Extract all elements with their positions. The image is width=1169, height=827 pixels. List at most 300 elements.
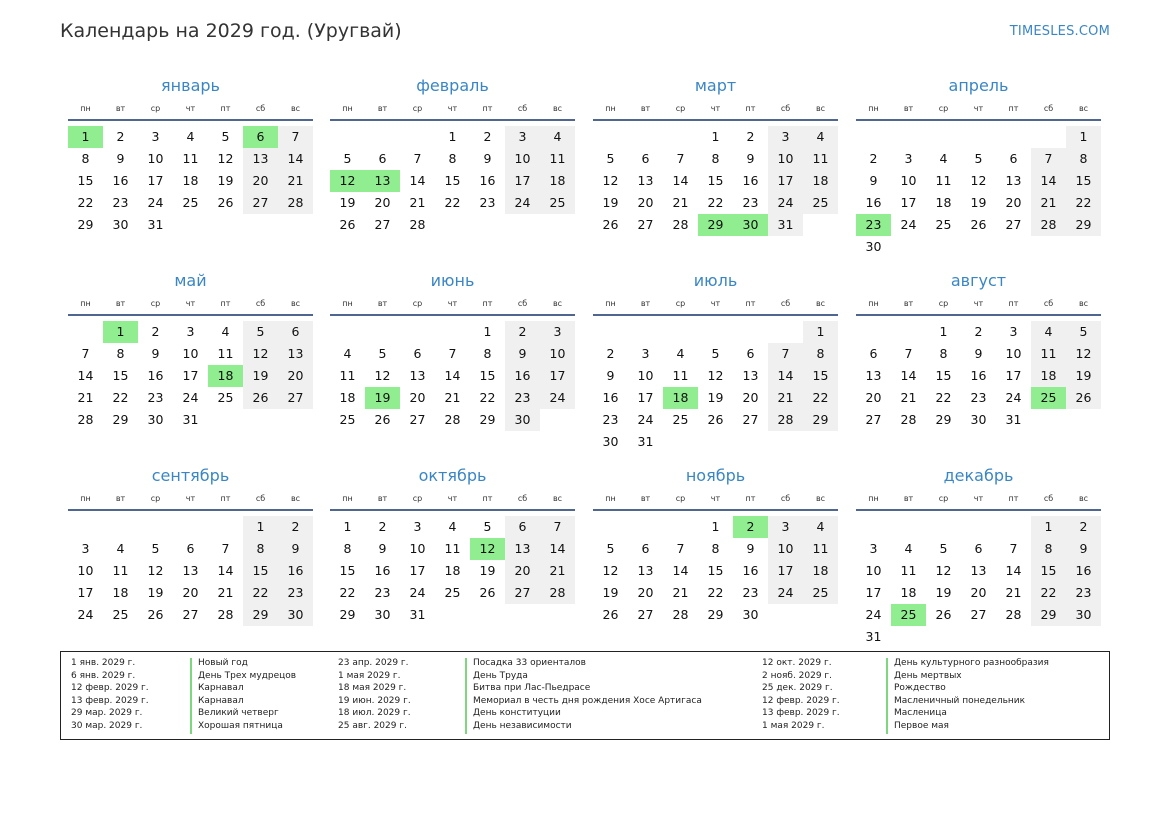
day-cell: 23 (742, 195, 759, 210)
day-cell: 14 (768, 365, 803, 387)
day-cell: 5 (151, 541, 160, 556)
day-cell: 18 (935, 195, 952, 210)
day-cell: 31 (409, 607, 426, 622)
day-cell: 6 (413, 346, 422, 361)
day-cell: 31 (182, 412, 199, 427)
day-cell: 26 (339, 217, 356, 232)
day-cell: 16 (147, 368, 164, 383)
weekday-label: сб (517, 494, 528, 503)
holiday-name: Битва при Лас-Пьедрасе (473, 683, 591, 694)
day-cell: 25 (803, 192, 838, 214)
day-cell: 26 (707, 412, 724, 427)
day-cell: 29 (243, 604, 278, 626)
day-cell: 30 (505, 409, 540, 431)
day-cell: 28 (1031, 214, 1066, 236)
weekday-label: чт (710, 494, 721, 503)
day-cell: 17 (637, 390, 654, 405)
holiday-date: 19 июн. 2029 г. (338, 695, 411, 706)
month-divider (68, 119, 313, 121)
weekday-label: вс (552, 494, 563, 503)
day-cell: 26 (970, 217, 987, 232)
day-cell: 17 (182, 368, 199, 383)
day-cell: 27 (970, 607, 987, 622)
day-cell: 6 (505, 516, 540, 538)
day-cell: 3 (1009, 324, 1018, 339)
weekday-label: вс (290, 299, 301, 308)
weekday-label: вс (815, 299, 826, 308)
weekday-label: пт (1008, 299, 1019, 308)
day-cell: 11 (803, 148, 838, 170)
weekday-label: ср (938, 299, 949, 308)
weekday-label: чт (185, 104, 196, 113)
weekday-label: ср (938, 494, 949, 503)
day-cell: 14 (1005, 563, 1022, 578)
day-cell: 17 (865, 585, 882, 600)
day-cell: 17 (768, 560, 803, 582)
holiday-date: 1 янв. 2029 г. (71, 658, 136, 668)
holiday-name: Рождество (894, 683, 946, 694)
holiday-date: 12 окт. 2029 г. (762, 658, 832, 668)
day-cell: 27 (1005, 217, 1022, 232)
holiday-names-col-2 (473, 657, 702, 733)
day-cell: 31 (865, 629, 882, 644)
day-cell: 24 (1005, 390, 1022, 405)
day-cell: 2 (1066, 516, 1101, 538)
day-cell: 28 (217, 607, 234, 622)
day-cell: 16 (278, 560, 313, 582)
day-cell: 10 (768, 538, 803, 560)
day-cell: 14 (217, 563, 234, 578)
day-cell: 23 (505, 387, 540, 409)
day-cell: 16 (479, 173, 496, 188)
day-cell: 7 (221, 541, 230, 556)
day-cell: 19 (339, 195, 356, 210)
weekday-label: пт (220, 494, 231, 503)
day-cell: 2 (606, 346, 615, 361)
day-cell: 14 (900, 368, 917, 383)
weekday-label: чт (710, 299, 721, 308)
day-cell: 4 (676, 346, 685, 361)
day-cell: 7 (1009, 541, 1018, 556)
holiday-name: Великий четверг (198, 708, 279, 719)
day-cell: 29 (803, 409, 838, 431)
weekday-label: пн (80, 104, 91, 113)
month-title: март (694, 76, 737, 95)
holiday-name: Масленичный понедельник (894, 695, 1026, 706)
day-cell: 21 (1031, 192, 1066, 214)
day-cell: 11 (217, 346, 234, 361)
day-cell: 3 (768, 126, 803, 148)
day-cell: 1 (483, 324, 492, 339)
weekday-label: чт (447, 104, 458, 113)
day-cell: 8 (711, 151, 720, 166)
day-cell: 9 (746, 541, 755, 556)
day-cell: 15 (77, 173, 94, 188)
day-cell: 7 (676, 541, 685, 556)
day-cell: 20 (742, 390, 759, 405)
holiday-date: 2 нояб. 2029 г. (762, 670, 833, 681)
day-cell: 24 (77, 607, 94, 622)
weekday-label: пн (605, 299, 616, 308)
month-title: сентябрь (151, 466, 230, 485)
holiday-date: 1 мая 2029 г. (338, 670, 401, 681)
day-cell: 8 (939, 346, 948, 361)
day-cell: 14 (444, 368, 461, 383)
day-cell: 22 (1031, 582, 1066, 604)
weekday-label: пн (868, 104, 879, 113)
day-cell: 2 (151, 324, 160, 339)
green-divider (465, 658, 467, 734)
weekday-label: чт (973, 104, 984, 113)
day-cell: 19 (243, 365, 278, 387)
day-cell: 11 (672, 368, 689, 383)
weekday-label: чт (447, 494, 458, 503)
month-divider (593, 119, 838, 121)
holiday-day: 2 (733, 516, 768, 538)
day-cell: 30 (147, 412, 164, 427)
day-cell: 10 (77, 563, 94, 578)
day-cell: 19 (602, 195, 619, 210)
day-cell: 20 (970, 585, 987, 600)
day-cell: 11 (900, 563, 917, 578)
weekday-label: пн (868, 299, 879, 308)
day-cell: 2 (378, 519, 387, 534)
day-cell: 28 (672, 607, 689, 622)
day-cell: 30 (970, 412, 987, 427)
day-cell: 11 (803, 538, 838, 560)
day-cell: 27 (409, 412, 426, 427)
day-cell: 1 (939, 324, 948, 339)
month-title: август (950, 271, 1007, 290)
weekday-label: пн (342, 299, 353, 308)
day-cell: 13 (1005, 173, 1022, 188)
day-cell: 12 (707, 368, 724, 383)
day-cell: 21 (900, 390, 917, 405)
day-cell: 8 (343, 541, 352, 556)
day-cell: 9 (278, 538, 313, 560)
day-cell: 17 (505, 170, 540, 192)
day-cell: 5 (1066, 321, 1101, 343)
month-title: октябрь (418, 466, 487, 485)
day-cell: 28 (672, 217, 689, 232)
day-cell: 20 (637, 195, 654, 210)
day-cell: 18 (900, 585, 917, 600)
day-cell: 16 (742, 563, 759, 578)
holiday-date: 18 июл. 2029 г. (338, 708, 411, 719)
day-cell: 6 (869, 346, 878, 361)
day-cell: 14 (278, 148, 313, 170)
day-cell: 15 (1031, 560, 1066, 582)
day-cell: 24 (540, 387, 575, 409)
day-cell: 26 (147, 607, 164, 622)
weekday-label: ср (412, 299, 423, 308)
day-cell: 18 (182, 173, 199, 188)
day-cell: 26 (374, 412, 391, 427)
weekday-label: вс (1078, 494, 1089, 503)
day-cell: 24 (637, 412, 654, 427)
day-cell: 6 (974, 541, 983, 556)
day-cell: 9 (378, 541, 387, 556)
holiday-date: 23 апр. 2029 г. (338, 658, 409, 668)
weekday-label: сб (1043, 494, 1054, 503)
weekday-label: пн (868, 494, 879, 503)
day-cell: 12 (602, 173, 619, 188)
day-cell: 24 (768, 192, 803, 214)
holiday-date: 25 авг. 2029 г. (338, 720, 407, 731)
weekday-label: сб (255, 104, 266, 113)
day-cell: 27 (505, 582, 540, 604)
day-cell: 9 (606, 368, 615, 383)
day-cell: 19 (217, 173, 234, 188)
day-cell: 4 (540, 126, 575, 148)
weekday-label: чт (710, 104, 721, 113)
holiday-name: День конституции (473, 708, 561, 719)
holiday-name: Первое мая (894, 720, 949, 731)
day-cell: 27 (637, 217, 654, 232)
day-cell: 19 (147, 585, 164, 600)
day-cell: 21 (768, 387, 803, 409)
holiday-day: 18 (663, 387, 698, 409)
day-cell: 5 (243, 321, 278, 343)
holiday-day: 29 (698, 214, 733, 236)
day-cell: 19 (479, 563, 496, 578)
weekday-label: вт (640, 299, 651, 308)
weekday-label: вт (640, 104, 651, 113)
holiday-names-col-3 (894, 657, 1049, 733)
day-cell: 9 (505, 343, 540, 365)
day-cell: 20 (278, 365, 313, 387)
day-cell: 7 (448, 346, 457, 361)
day-cell: 9 (746, 151, 755, 166)
day-cell: 15 (243, 560, 278, 582)
holiday-name: Мемориал в честь дня рождения Хосе Артигаса (473, 695, 702, 706)
weekday-label: сб (1043, 299, 1054, 308)
weekday-label: пн (605, 494, 616, 503)
weekday-label: сб (517, 299, 528, 308)
month-divider (68, 314, 313, 316)
day-cell: 3 (904, 151, 913, 166)
day-cell: 23 (970, 390, 987, 405)
day-cell: 15 (707, 173, 724, 188)
day-cell: 15 (803, 365, 838, 387)
green-divider (886, 658, 888, 734)
day-cell: 5 (974, 151, 983, 166)
day-cell: 5 (343, 151, 352, 166)
weekday-label: вс (815, 104, 826, 113)
weekday-label: вт (903, 494, 914, 503)
day-cell: 7 (676, 151, 685, 166)
holiday-date: 13 февр. 2029 г. (71, 695, 149, 706)
weekday-label: пт (745, 299, 756, 308)
day-cell: 31 (637, 434, 654, 449)
holiday-dates-col-2 (338, 657, 411, 733)
day-cell: 21 (444, 390, 461, 405)
day-cell: 12 (147, 563, 164, 578)
day-cell: 11 (444, 541, 461, 556)
month-divider (68, 509, 313, 511)
day-cell: 23 (278, 582, 313, 604)
day-cell: 22 (77, 195, 94, 210)
weekday-label: пн (80, 299, 91, 308)
day-cell: 2 (278, 516, 313, 538)
day-cell: 16 (742, 173, 759, 188)
holiday-date: 13 февр. 2029 г. (762, 708, 840, 719)
day-cell: 12 (1066, 343, 1101, 365)
day-cell: 26 (1066, 387, 1101, 409)
day-cell: 21 (77, 390, 94, 405)
day-cell: 18 (803, 170, 838, 192)
day-cell: 25 (935, 217, 952, 232)
holiday-day: 30 (733, 214, 768, 236)
day-cell: 13 (970, 563, 987, 578)
day-cell: 16 (970, 368, 987, 383)
day-cell: 10 (147, 151, 164, 166)
day-cell: 11 (182, 151, 199, 166)
day-cell: 5 (483, 519, 492, 534)
day-cell: 7 (768, 343, 803, 365)
day-cell: 29 (1066, 214, 1101, 236)
weekday-label: вт (115, 299, 126, 308)
day-cell: 27 (243, 192, 278, 214)
day-cell: 21 (278, 170, 313, 192)
day-cell: 14 (77, 368, 94, 383)
holiday-day: 12 (470, 538, 505, 560)
day-cell: 2 (505, 321, 540, 343)
weekday-label: вт (377, 104, 388, 113)
day-cell: 10 (865, 563, 882, 578)
day-cell: 30 (374, 607, 391, 622)
day-cell: 20 (865, 390, 882, 405)
day-cell: 20 (374, 195, 391, 210)
weekday-label: ср (675, 299, 686, 308)
day-cell: 7 (1031, 148, 1066, 170)
day-cell: 23 (374, 585, 391, 600)
day-cell: 3 (540, 321, 575, 343)
month-divider (856, 119, 1101, 121)
day-cell: 28 (540, 582, 575, 604)
day-cell: 22 (707, 195, 724, 210)
day-cell: 15 (1066, 170, 1101, 192)
day-cell: 4 (803, 126, 838, 148)
weekday-label: сб (255, 494, 266, 503)
day-cell: 24 (409, 585, 426, 600)
holiday-name: Карнавал (198, 683, 244, 694)
holiday-name: День Трех мудрецов (198, 670, 297, 681)
day-cell: 4 (448, 519, 457, 534)
holiday-name: День независимости (473, 720, 572, 731)
month-title: июнь (430, 271, 475, 290)
weekday-label: вс (290, 494, 301, 503)
month-title: февраль (416, 76, 489, 95)
day-cell: 27 (637, 607, 654, 622)
day-cell: 27 (742, 412, 759, 427)
day-cell: 10 (540, 343, 575, 365)
day-cell: 30 (602, 434, 619, 449)
day-cell: 13 (637, 563, 654, 578)
holiday-day: 1 (103, 321, 138, 343)
weekday-label: ср (150, 299, 161, 308)
holiday-date: 29 мар. 2029 г. (71, 708, 143, 719)
day-cell: 19 (970, 195, 987, 210)
holiday-name: Хорошая пятница (198, 720, 283, 731)
day-cell: 9 (974, 346, 983, 361)
day-cell: 12 (935, 563, 952, 578)
day-cell: 17 (77, 585, 94, 600)
day-cell: 28 (77, 412, 94, 427)
weekday-label: ср (938, 104, 949, 113)
day-cell: 1 (803, 321, 838, 343)
holiday-day: 12 (330, 170, 365, 192)
day-cell: 16 (505, 365, 540, 387)
day-cell: 29 (77, 217, 94, 232)
weekday-label: чт (973, 494, 984, 503)
day-cell: 13 (742, 368, 759, 383)
day-cell: 17 (540, 365, 575, 387)
day-cell: 9 (869, 173, 878, 188)
day-cell: 22 (1066, 192, 1101, 214)
day-cell: 4 (343, 346, 352, 361)
weekday-label: вт (115, 104, 126, 113)
holiday-day: 6 (243, 126, 278, 148)
day-cell: 4 (116, 541, 125, 556)
day-cell: 11 (339, 368, 356, 383)
day-cell: 10 (768, 148, 803, 170)
day-cell: 22 (444, 195, 461, 210)
weekday-label: вт (115, 494, 126, 503)
day-cell: 9 (116, 151, 125, 166)
month-divider (330, 314, 575, 316)
day-cell: 23 (602, 412, 619, 427)
day-cell: 27 (865, 412, 882, 427)
day-cell: 26 (602, 217, 619, 232)
day-cell: 15 (444, 173, 461, 188)
day-cell: 2 (746, 129, 755, 144)
day-cell: 28 (768, 409, 803, 431)
month-title: январь (161, 76, 220, 95)
day-cell: 16 (1066, 560, 1101, 582)
weekday-label: пт (220, 104, 231, 113)
day-cell: 1 (343, 519, 352, 534)
weekday-label: чт (447, 299, 458, 308)
holiday-dates-col-3 (762, 657, 840, 733)
holiday-day: 25 (891, 604, 926, 626)
month-title: декабрь (943, 466, 1014, 485)
day-cell: 25 (339, 412, 356, 427)
day-cell: 25 (540, 192, 575, 214)
day-cell: 6 (746, 346, 755, 361)
day-cell: 3 (768, 516, 803, 538)
month-divider (330, 509, 575, 511)
day-cell: 5 (221, 129, 230, 144)
day-cell: 5 (606, 151, 615, 166)
day-cell: 20 (1005, 195, 1022, 210)
weekday-label: ср (150, 104, 161, 113)
site-link[interactable]: TIMESLES.COM (1009, 24, 1110, 39)
day-cell: 1 (243, 516, 278, 538)
weekday-label: вс (552, 104, 563, 113)
holiday-day: 19 (365, 387, 400, 409)
month-title: июль (693, 271, 738, 290)
day-cell: 29 (1031, 604, 1066, 626)
day-cell: 10 (505, 148, 540, 170)
day-cell: 2 (974, 324, 983, 339)
day-cell: 11 (1031, 343, 1066, 365)
day-cell: 23 (742, 585, 759, 600)
day-cell: 8 (116, 346, 125, 361)
holiday-names-col-1 (198, 657, 296, 733)
holiday-day: 13 (365, 170, 400, 192)
day-cell: 18 (444, 563, 461, 578)
